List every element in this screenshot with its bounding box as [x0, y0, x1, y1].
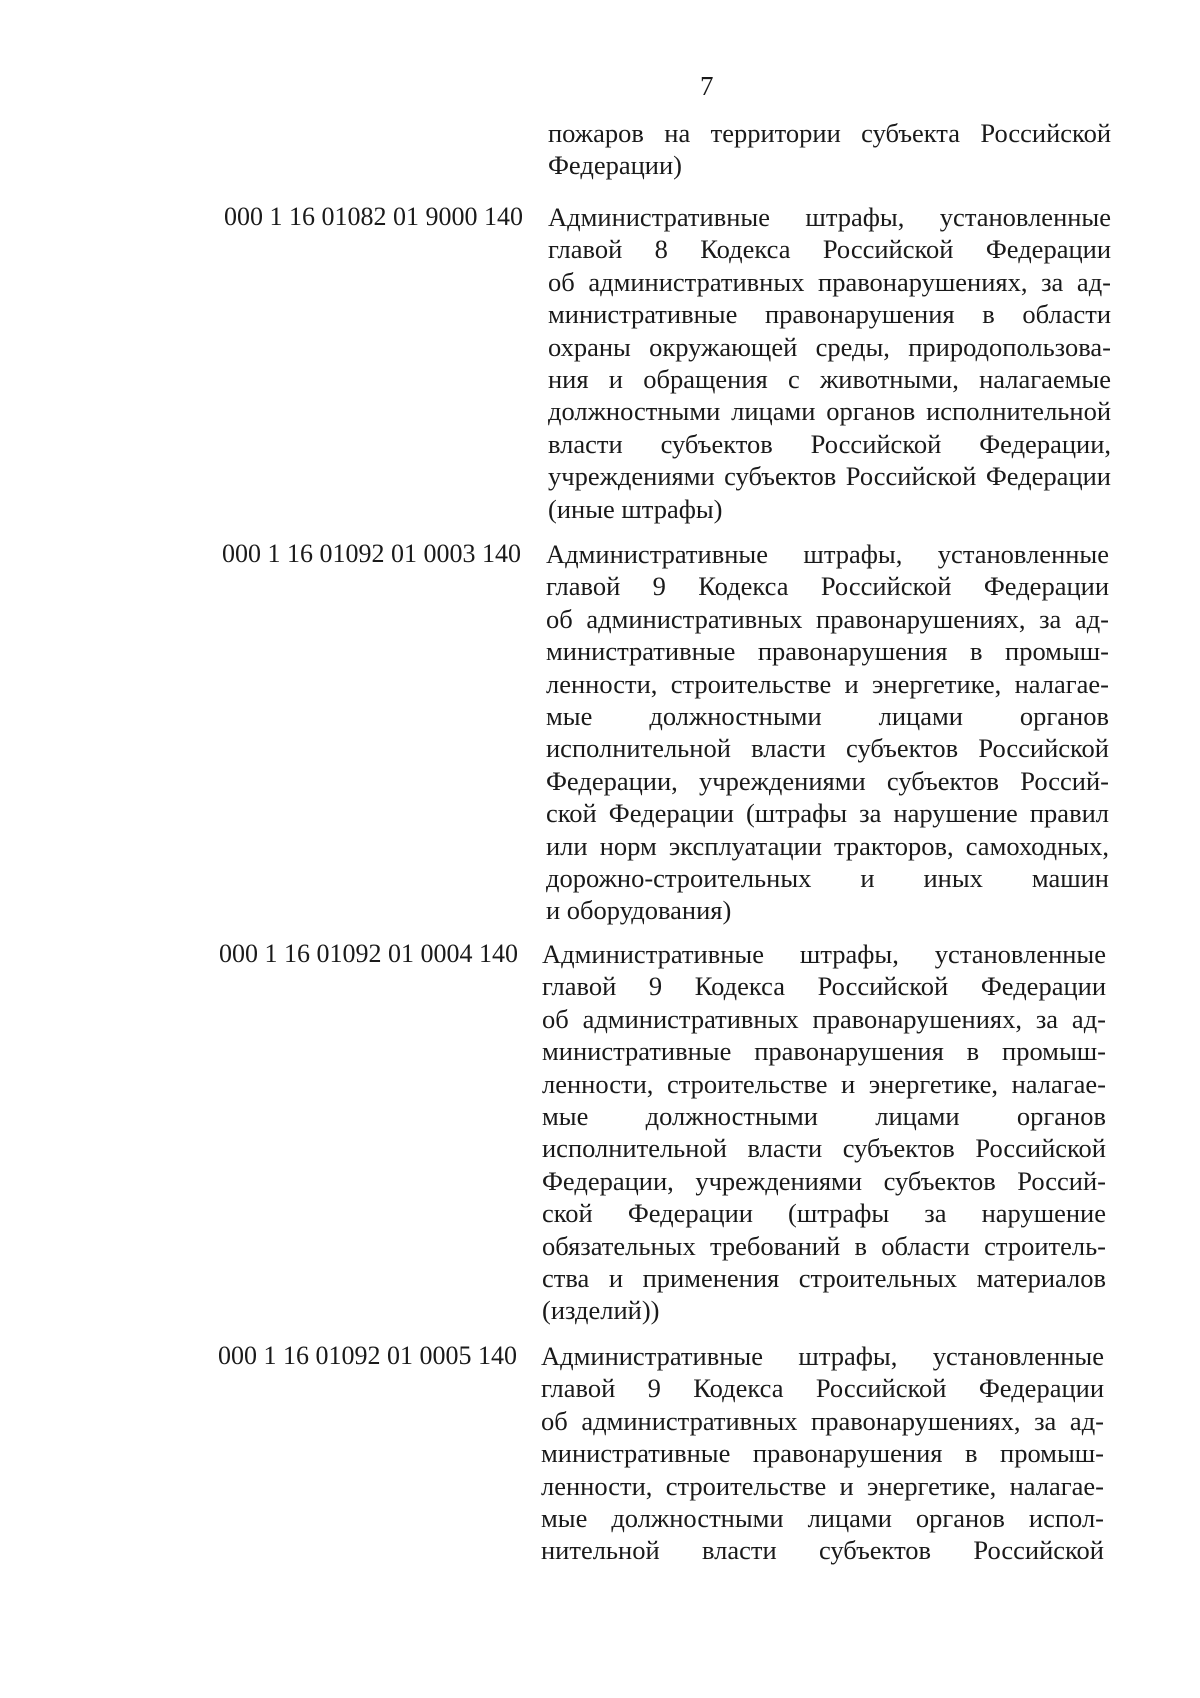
entry-description: [546, 538, 1109, 927]
text-line: об административных правонарушениях, за ад-: [542, 1003, 1106, 1034]
page-number: 7: [700, 71, 714, 101]
text-line: власти субъектов Российской Федерации,: [548, 428, 1111, 459]
text-line: мые должностными лицами органов: [542, 1101, 1106, 1132]
text-line: мые должностными лицами органов: [546, 701, 1109, 732]
text-line: главой 9 Кодекса Российской Федерации: [546, 571, 1109, 602]
text-line: Административные штрафы, установленные: [546, 539, 1109, 569]
text-line: министративные правонарушения в промыш-: [541, 1438, 1104, 1469]
text-line: или норм эксплуатации тракторов, самоходных,: [546, 830, 1109, 861]
budget-code: 000 1 16 01092 01 0003 140: [222, 539, 521, 568]
text-line: главой 8 Кодекса Российской Федерации: [548, 234, 1111, 265]
text-line: об административных правонарушениях, за ад-: [541, 1405, 1104, 1436]
text-line: ства и применения строительных материалов: [542, 1263, 1106, 1294]
text-line: охраны окружающей среды, природопользова-: [548, 331, 1111, 362]
text-line: Федерации): [548, 150, 682, 181]
text-line: и оборудования): [546, 895, 732, 926]
text-line: об административных правонарушениях, за ад-: [546, 603, 1109, 634]
text-line: министративные правонарушения в области: [548, 299, 1111, 330]
text-line: ния и обращения с животными, налагаемые: [548, 364, 1111, 395]
text-line: пожаров на территории субъекта Российской: [548, 118, 1111, 148]
text-line: дорожно-строительных и иных машин: [546, 863, 1109, 894]
text-line: главой 9 Кодекса Российской Федерации: [542, 971, 1106, 1002]
text-line: об административных правонарушениях, за ад-: [548, 266, 1111, 297]
entry-description: [548, 201, 1111, 525]
text-line: Федерации, учреждениями субъектов Россий-: [546, 765, 1109, 796]
text-line: Административные штрафы, установленные: [541, 1341, 1104, 1371]
text-line: мые должностными лицами органов испол-: [541, 1503, 1104, 1534]
text-line: обязательных требований в области строитель-: [542, 1230, 1106, 1261]
text-line: ленности, строительстве и энергетике, налагае-: [546, 668, 1109, 699]
budget-code: 000 1 16 01082 01 9000 140: [224, 202, 523, 231]
text-line: (иные штрафы): [548, 493, 723, 524]
text-line: министративные правонарушения в промыш-: [542, 1036, 1106, 1067]
text-line: исполнительной власти субъектов Российской: [546, 733, 1109, 764]
continuation-description: [548, 117, 1111, 182]
text-line: нительной власти субъектов Российской: [541, 1535, 1104, 1566]
budget-code: 000 1 16 01092 01 0005 140: [218, 1341, 517, 1370]
text-line: должностными лицами органов исполнительной: [548, 396, 1111, 427]
text-line: исполнительной власти субъектов Российской: [542, 1133, 1106, 1164]
text-line: Административные штрафы, установленные: [542, 939, 1106, 969]
text-line: ленности, строительстве и энергетике, налагае-: [541, 1470, 1104, 1501]
budget-code: 000 1 16 01092 01 0004 140: [219, 939, 518, 968]
text-line: ленности, строительстве и энергетике, налагае-: [542, 1068, 1106, 1099]
entry-description: [542, 938, 1106, 1327]
text-line: Федерации, учреждениями субъектов Россий-: [542, 1165, 1106, 1196]
text-line: ской Федерации (штрафы за нарушение правил: [546, 798, 1109, 829]
text-line: ской Федерации (штрафы за нарушение: [542, 1198, 1106, 1229]
text-line: (изделий)): [542, 1295, 660, 1326]
entry-description: [541, 1340, 1104, 1567]
text-line: Административные штрафы, установленные: [548, 202, 1111, 232]
text-line: министративные правонарушения в промыш-: [546, 636, 1109, 667]
text-line: главой 9 Кодекса Российской Федерации: [541, 1373, 1104, 1404]
text-line: учреждениями субъектов Российской Федерации: [548, 461, 1111, 492]
